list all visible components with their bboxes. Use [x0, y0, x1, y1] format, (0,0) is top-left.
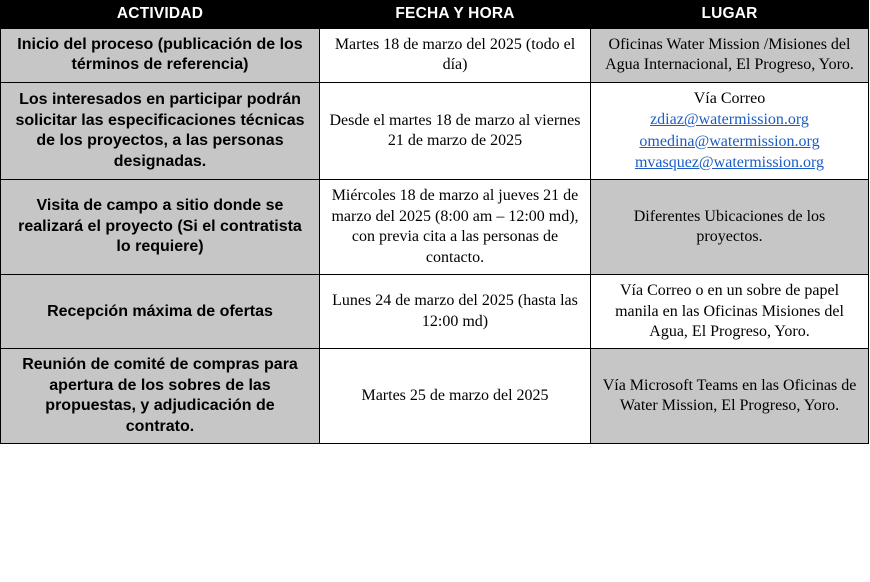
- cell-place: Oficinas Water Mission /Misiones del Agua Internacional, El Progreso, Yoro.: [591, 29, 869, 83]
- cell-place: Diferentes Ubicaciones de los proyectos.: [591, 180, 869, 275]
- cell-datetime: Martes 25 de marzo del 2025: [320, 349, 591, 444]
- column-header-place: LUGAR: [591, 1, 869, 29]
- cell-datetime: Miércoles 18 de marzo al jueves 21 de marzo del 2025 (8:00 am – 12:00 md), con previa cita a las personas de contacto.: [320, 180, 591, 275]
- cell-place: Vía Correo o en un sobre de papel manila en las Oficinas Misiones del Agua, El Progreso, Yoro.: [591, 275, 869, 349]
- table-row: [1, 180, 869, 275]
- cell-activity: Reunión de comité de compras para apertura de los sobres de las propuestas, y adjudicación de contrato.: [1, 349, 320, 444]
- column-header-activity: ACTIVIDAD: [1, 1, 320, 29]
- cell-activity: Visita de campo a sitio donde se realizará el proyecto (Si el contratista lo requiere): [1, 180, 320, 275]
- email-link-omedina[interactable]: omedina@watermission.org: [639, 132, 820, 150]
- email-link-zdiaz[interactable]: zdiaz@watermission.org: [650, 111, 809, 129]
- cell-datetime: Desde el martes 18 de marzo al viernes 21 de marzo de 2025: [320, 82, 591, 179]
- email-link-mvasquez[interactable]: mvasquez@watermission.org: [634, 153, 825, 171]
- table-row: [1, 82, 869, 179]
- table-row: [1, 29, 869, 83]
- cell-place: Vía Microsoft Teams en las Oficinas de Water Mission, El Progreso, Yoro.: [591, 349, 869, 444]
- header-row: [1, 1, 869, 29]
- cell-activity: Recepción máxima de ofertas: [1, 275, 320, 349]
- table-row: [1, 349, 869, 444]
- column-header-datetime: FECHA Y HORA: [320, 1, 591, 29]
- table-body: [1, 29, 869, 444]
- cell-datetime: Lunes 24 de marzo del 2025 (hasta las 12:00 md): [320, 275, 591, 349]
- cell-activity: Los interesados en participar podrán solicitar las especificaciones técnicas de los proyectos, a las personas designadas.: [1, 82, 320, 179]
- cell-activity: Inicio del proceso (publicación de los términos de referencia): [1, 29, 320, 83]
- place-intro-text: Vía Correo: [693, 89, 766, 107]
- table-row: [1, 275, 869, 349]
- cell-datetime: Martes 18 de marzo del 2025 (todo el día): [320, 29, 591, 83]
- cell-place: [591, 82, 869, 179]
- table-header: [1, 1, 869, 29]
